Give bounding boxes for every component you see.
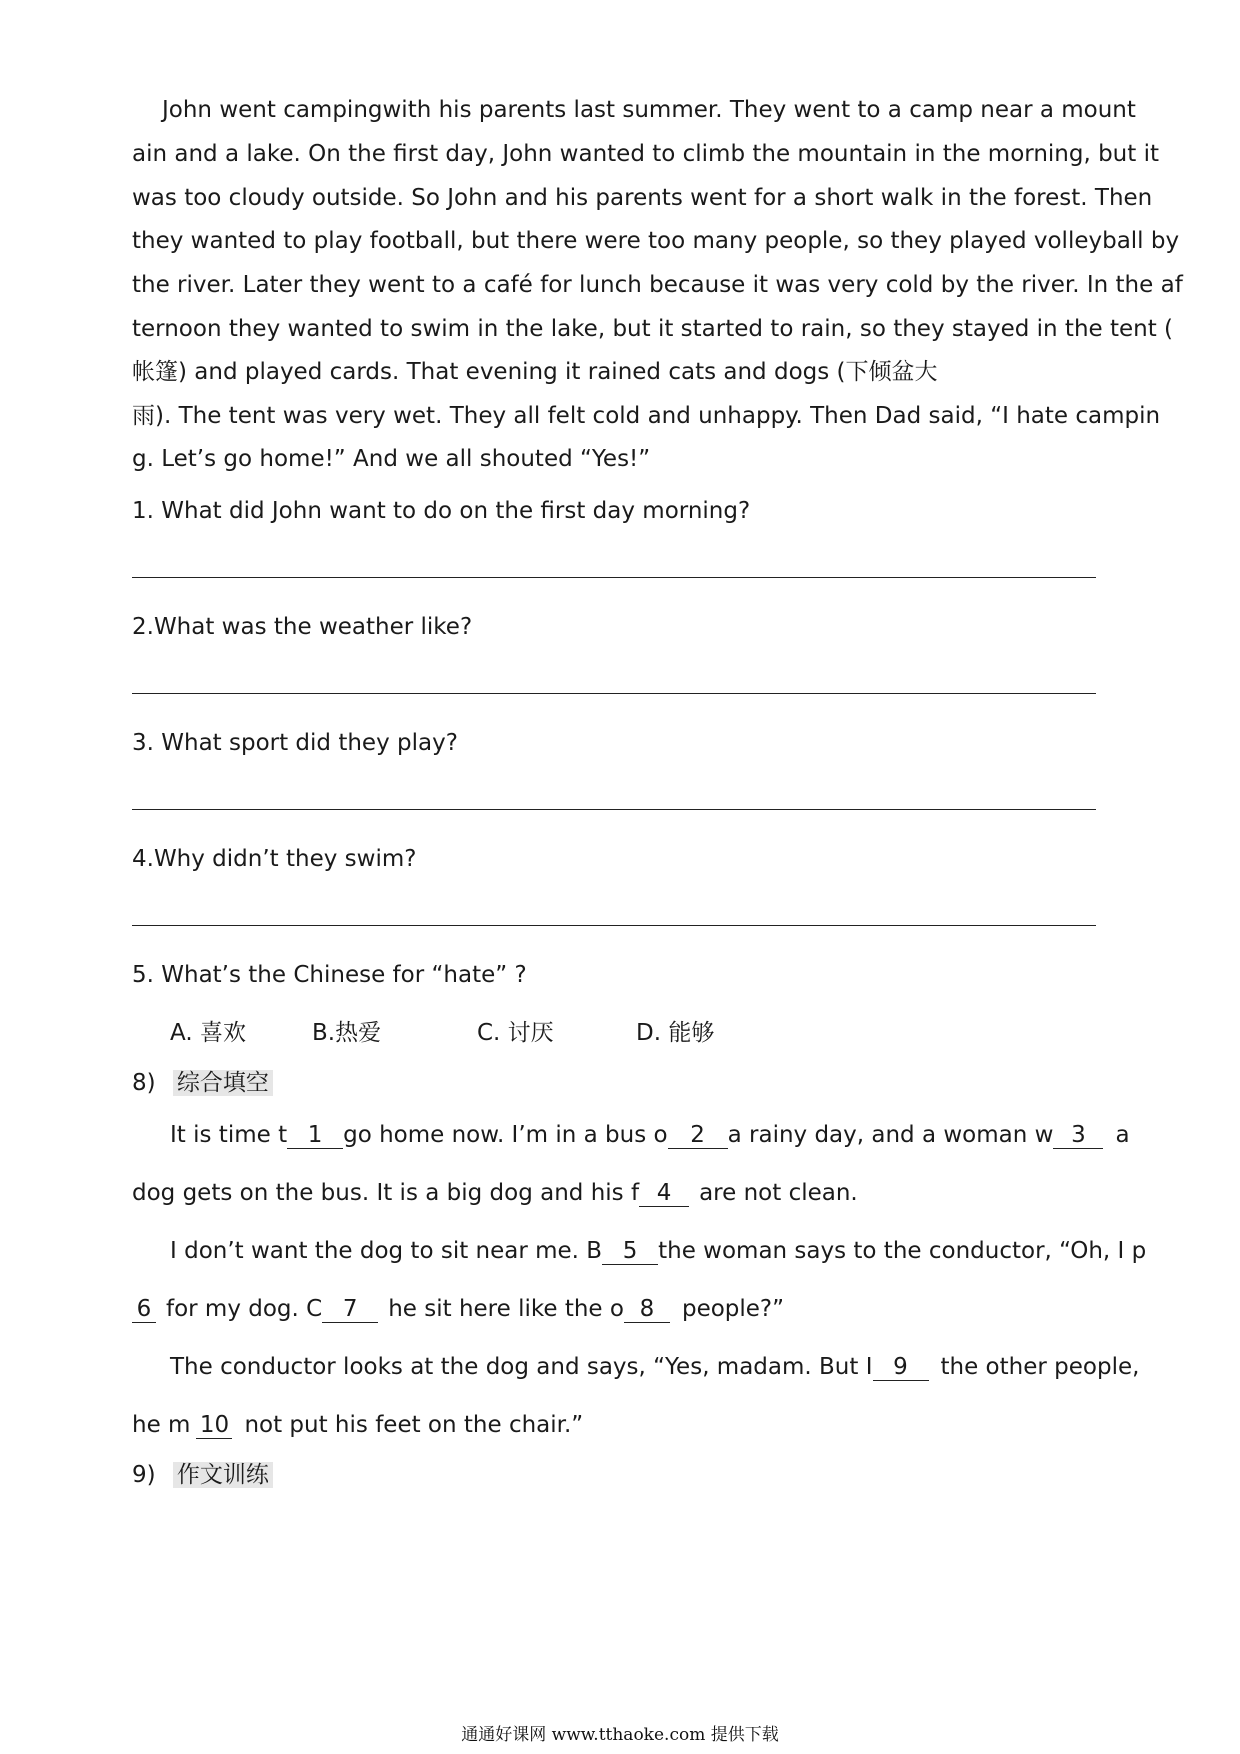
blank-8[interactable]: 8 [624, 1296, 670, 1323]
option-c[interactable]: C. 讨厌 [477, 1020, 554, 1046]
section-title: 作文训练 [173, 1462, 273, 1488]
answer-line-1[interactable] [132, 577, 1096, 578]
passage-line: g. Let’s go home!” And we all shouted “Yes!” [132, 446, 651, 472]
blank-5[interactable]: 5 [602, 1238, 658, 1265]
question-4: 4.Why didn’t they swim? [132, 846, 417, 872]
section-title: 综合填空 [173, 1070, 273, 1096]
page-footer: 通通好课网 www.tthaoke.com 提供下载 [461, 1725, 779, 1745]
section-9-heading [132, 1460, 273, 1490]
section-number: 9) [132, 1462, 156, 1488]
option-d[interactable]: D. 能够 [636, 1020, 715, 1046]
cloze-line [170, 1120, 1130, 1150]
cloze-text: The conductor looks at the dog and says, “Yes, madam. But I [170, 1354, 873, 1380]
cloze-text: people?” [681, 1296, 785, 1322]
question-3: 3. What sport did they play? [132, 730, 458, 756]
option-a[interactable]: A. 喜欢 [170, 1020, 246, 1046]
cloze-text: the other people, [940, 1354, 1140, 1380]
cloze-text: he sit here like the o [388, 1296, 624, 1322]
passage-line: they wanted to play football, but there were too many people, so they played volleyball by [132, 228, 1180, 254]
blank-4[interactable]: 4 [639, 1180, 689, 1207]
passage-line: 帐篷) and played cards. That evening it rained cats and dogs (下倾盆大 [132, 359, 938, 385]
blank-10[interactable]: 10 [196, 1412, 232, 1439]
blank-2[interactable]: 2 [668, 1122, 728, 1149]
passage-line: John went campingwith his parents last summer. They went to a camp near a mount [162, 97, 1136, 123]
cloze-text: he m [132, 1412, 191, 1438]
cloze-line [132, 1294, 784, 1324]
cloze-text: dog gets on the bus. It is a big dog and his f [132, 1180, 640, 1206]
cloze-line [170, 1236, 1146, 1266]
passage-line: 雨). The tent was very wet. They all felt cold and unhappy. Then Dad said, “I hate campin [132, 403, 1161, 429]
cloze-text: a rainy day, and a woman w [727, 1122, 1054, 1148]
cloze-text: the woman says to the conductor, “Oh, I p [658, 1238, 1147, 1264]
section-number: 8) [132, 1070, 156, 1096]
question-1: 1. What did John want to do on the first day morning? [132, 498, 751, 524]
passage-line: the river. Later they went to a café for lunch because it was very cold by the river. In the af [132, 272, 1183, 298]
cloze-text: It is time t [170, 1122, 288, 1148]
passage-line: ternoon they wanted to swim in the lake, but it started to rain, so they stayed in the tent ( [132, 316, 1174, 342]
answer-line-3[interactable] [132, 809, 1096, 810]
cloze-line [132, 1178, 858, 1208]
option-b[interactable]: B.热爱 [312, 1020, 382, 1046]
answer-line-2[interactable] [132, 693, 1096, 694]
cloze-line [170, 1352, 1139, 1382]
question-2: 2.What was the weather like? [132, 614, 473, 640]
cloze-text: a [1115, 1122, 1130, 1148]
section-8-heading [132, 1068, 273, 1098]
cloze-line [132, 1410, 583, 1440]
blank-6[interactable]: 6 [132, 1296, 156, 1323]
blank-3[interactable]: 3 [1053, 1122, 1103, 1149]
answer-line-4[interactable] [132, 925, 1096, 926]
cloze-text: not put his feet on the chair.” [244, 1412, 584, 1438]
blank-1[interactable]: 1 [287, 1122, 343, 1149]
cloze-text: I don’t want the dog to sit near me. B [170, 1238, 603, 1264]
blank-7[interactable]: 7 [322, 1296, 378, 1323]
passage-line: was too cloudy outside. So John and his parents went for a short walk in the forest. Then [132, 185, 1153, 211]
question-5: 5. What’s the Chinese for “hate” ? [132, 962, 527, 988]
cloze-text: for my dog. C [166, 1296, 323, 1322]
passage-line: ain and a lake. On the first day, John wanted to climb the mountain in the morning, but it [132, 141, 1159, 167]
blank-9[interactable]: 9 [873, 1354, 929, 1381]
cloze-text: go home now. I’m in a bus o [343, 1122, 668, 1148]
cloze-text: are not clean. [699, 1180, 858, 1206]
